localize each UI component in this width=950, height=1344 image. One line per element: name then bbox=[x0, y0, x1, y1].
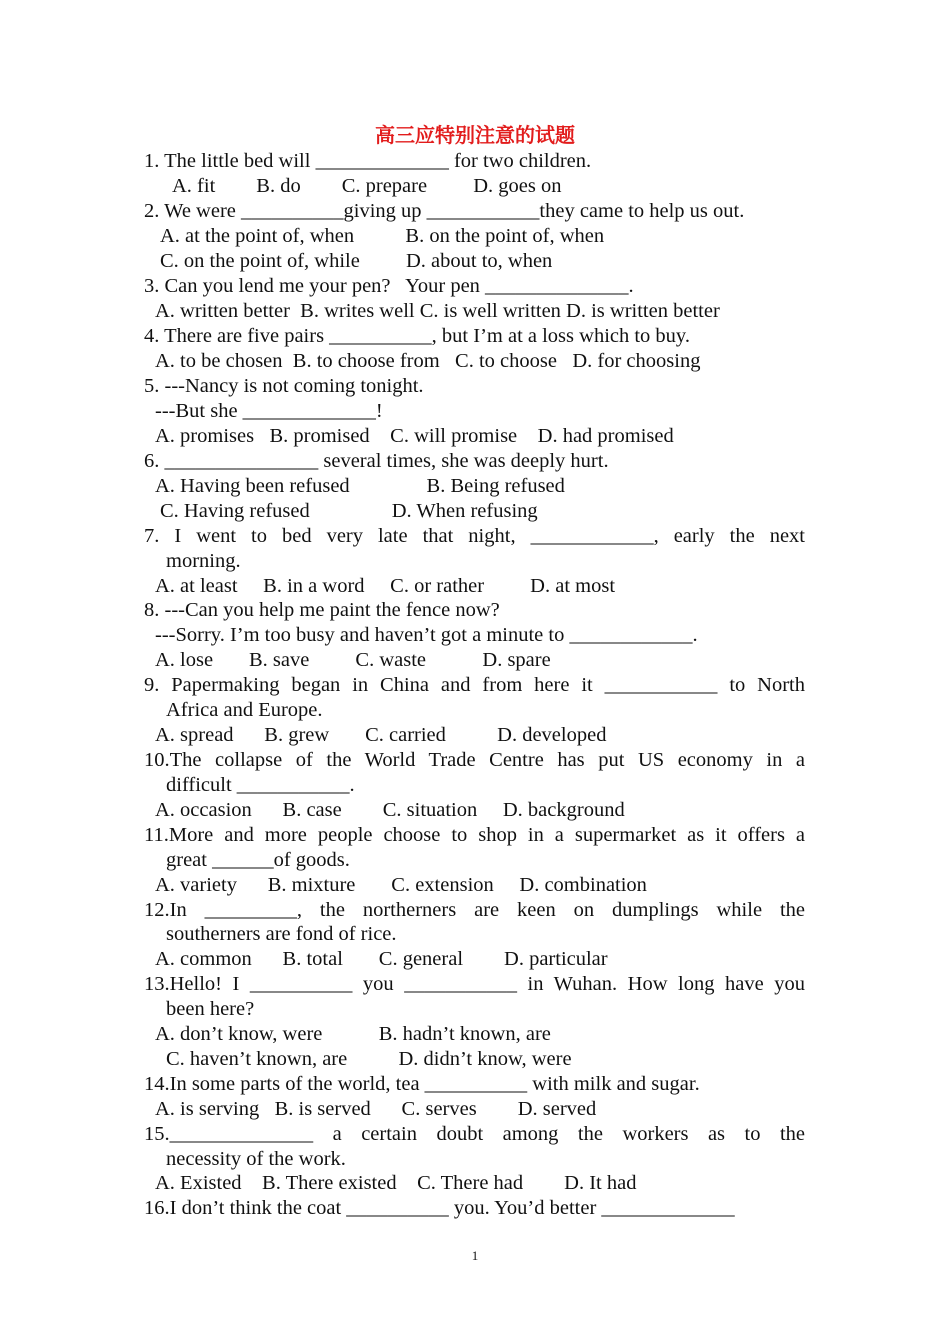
question-4-options: A. to be chosen B. to choose from C. to choose D. for choosing bbox=[155, 350, 701, 372]
question-6-options-ab: A. Having been refused B. Being refused bbox=[155, 475, 565, 497]
question-7-stem-cont: morning. bbox=[166, 550, 241, 572]
question-8-stem-reply: ---Sorry. I’m too busy and haven’t got a minute to ____________. bbox=[155, 624, 698, 646]
question-13-stem-cont: been here? bbox=[166, 998, 255, 1020]
question-9-stem: 9. Papermaking began in China and from here it ___________ to North bbox=[144, 674, 805, 696]
question-5-stem: 5. ---Nancy is not coming tonight. bbox=[144, 375, 424, 397]
question-2-stem: 2. We were __________giving up ___________they came to help us out. bbox=[144, 200, 745, 222]
question-12-stem: 12.In _________, the northerners are keen on dumplings while the bbox=[144, 899, 805, 921]
question-15-stem-cont: necessity of the work. bbox=[166, 1148, 346, 1170]
question-12-options: A. common B. total C. general D. particular bbox=[155, 948, 608, 970]
question-12-stem-cont: southerners are fond of rice. bbox=[166, 923, 397, 945]
question-10-options: A. occasion B. case C. situation D. background bbox=[155, 799, 625, 821]
question-10-stem-cont: difficult ___________. bbox=[166, 774, 355, 796]
question-6-options-cd: C. Having refused D. When refusing bbox=[160, 500, 538, 522]
question-15-stem: 15.______________ a certain doubt among the workers as to the bbox=[144, 1123, 805, 1145]
question-8-options: A. lose B. save C. waste D. spare bbox=[155, 649, 551, 671]
question-10-stem: 10.The collapse of the World Trade Centre has put US economy in a bbox=[144, 749, 805, 771]
question-11-stem: 11.More and more people choose to shop in a supermarket as it offers a bbox=[144, 824, 805, 846]
question-2-options-cd: C. on the point of, while D. about to, when bbox=[160, 250, 553, 272]
question-7-stem: 7. I went to bed very late that night, ____________, early the next bbox=[144, 525, 805, 547]
question-14-stem: 14.In some parts of the world, tea __________ with milk and sugar. bbox=[144, 1073, 700, 1095]
question-5-stem-reply: ---But she _____________! bbox=[155, 400, 383, 422]
question-5-options: A. promises B. promised C. will promise D. had promised bbox=[155, 425, 674, 447]
question-2-options-ab: A. at the point of, when B. on the point of, when bbox=[160, 225, 605, 247]
question-16-stem: 16.I don’t think the coat __________ you. You’d better _____________ bbox=[144, 1197, 735, 1219]
document-title: 高三应特别注意的试题 bbox=[375, 123, 575, 147]
question-14-options: A. is serving B. is served C. serves D. served bbox=[155, 1098, 597, 1120]
question-9-stem-cont: Africa and Europe. bbox=[166, 699, 323, 721]
question-15-options: A. Existed B. There existed C. There had D. It had bbox=[155, 1172, 637, 1194]
question-7-options: A. at least B. in a word C. or rather D. at most bbox=[155, 575, 616, 597]
question-13-stem: 13.Hello! I __________ you ___________ in Wuhan. How long have you bbox=[144, 973, 805, 995]
question-3-stem: 3. Can you lend me your pen? Your pen ______________. bbox=[144, 275, 634, 297]
question-3-options: A. written better B. writes well C. is well written D. is written better bbox=[155, 300, 720, 322]
question-6-stem: 6. _______________ several times, she was deeply hurt. bbox=[144, 450, 609, 472]
question-1-stem: 1. The little bed will _____________ for two children. bbox=[144, 150, 592, 172]
question-11-stem-cont: great ______of goods. bbox=[166, 849, 350, 871]
question-1-options: A. fit B. do C. prepare D. goes on bbox=[172, 175, 562, 197]
question-13-options-cd: C. haven’t known, are D. didn’t know, were bbox=[166, 1048, 572, 1070]
question-9-options: A. spread B. grew C. carried D. developed bbox=[155, 724, 607, 746]
question-4-stem: 4. There are five pairs __________, but I’m at a loss which to buy. bbox=[144, 325, 690, 347]
question-11-options: A. variety B. mixture C. extension D. combination bbox=[155, 874, 647, 896]
question-13-options-ab: A. don’t know, were B. hadn’t known, are bbox=[155, 1023, 551, 1045]
page-number: 1 bbox=[471, 1248, 479, 1263]
question-8-stem: 8. ---Can you help me paint the fence now? bbox=[144, 599, 500, 621]
